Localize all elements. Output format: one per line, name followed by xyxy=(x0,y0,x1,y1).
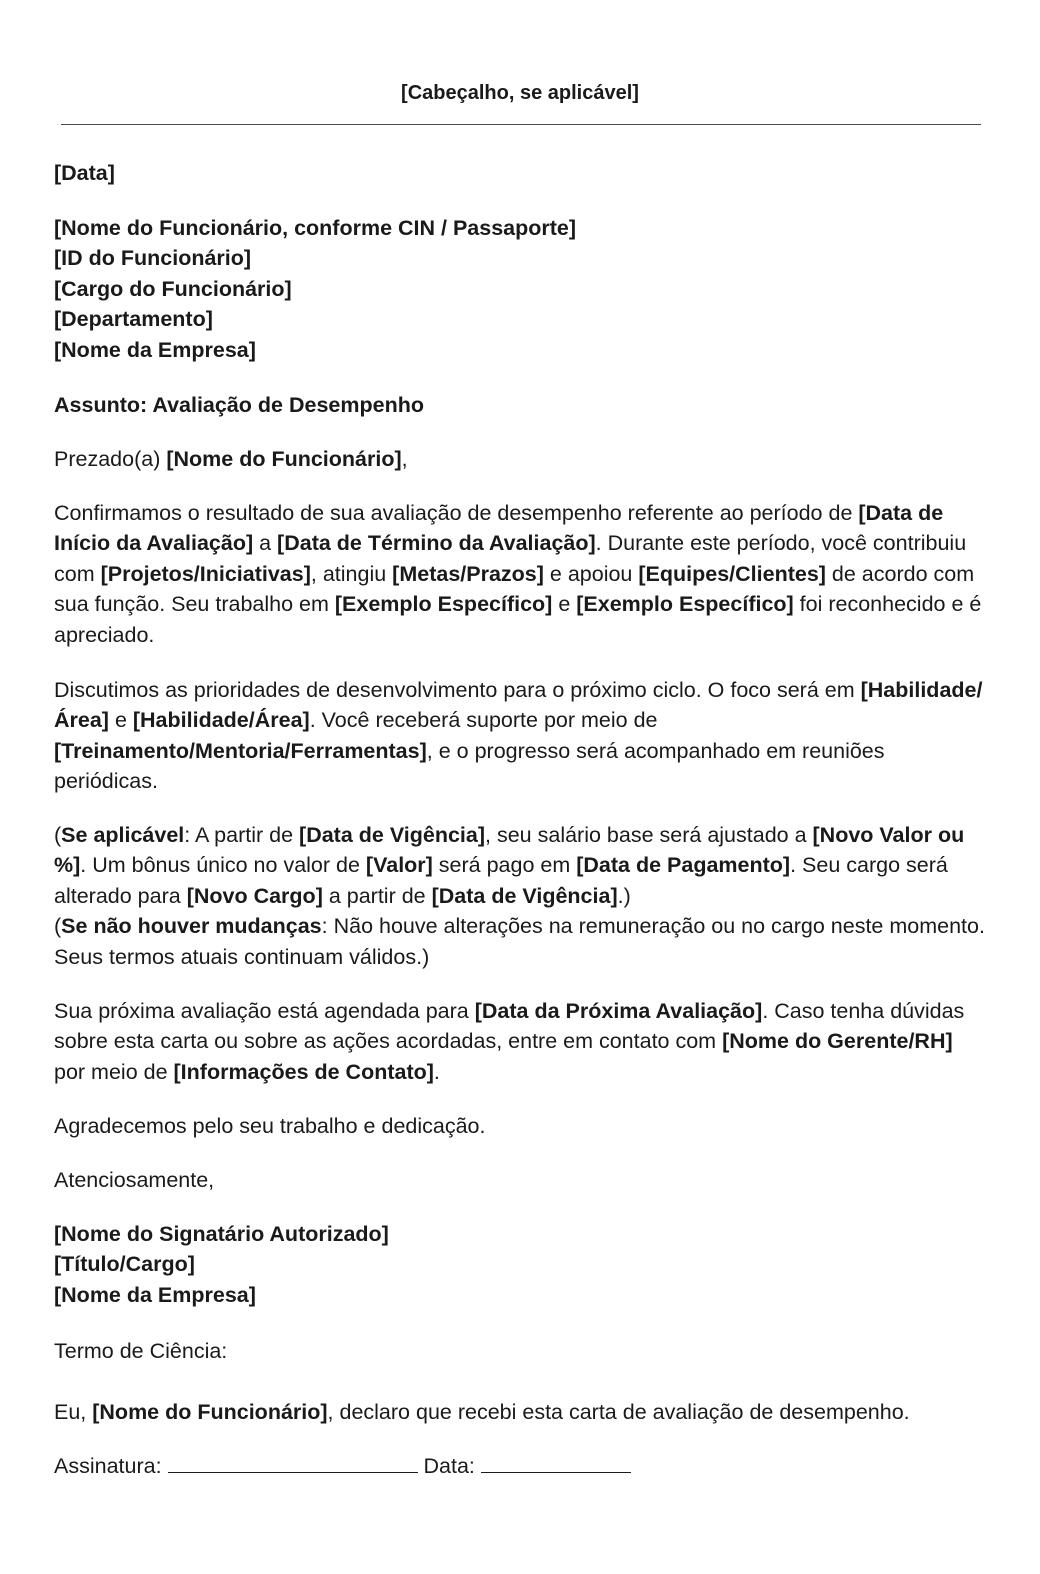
subject-line xyxy=(54,390,989,420)
text: . Durante este período, você contribuiu com xyxy=(54,531,967,586)
placeholder: Se aplicável xyxy=(61,823,185,847)
text: .) xyxy=(617,883,631,908)
placeholder: [Data de Vigência] xyxy=(431,883,618,908)
text: . Você receberá suporte por meio de xyxy=(309,708,658,733)
placeholder: [Projetos/Iniciativas] xyxy=(100,561,311,586)
paragraph-next-review xyxy=(54,996,989,1087)
placeholder: [Data de Pagamento] xyxy=(576,853,791,878)
recipient-role: [Cargo do Funcionário] xyxy=(54,276,292,301)
subject-text: Assunto: Avaliação de Desempenho xyxy=(54,393,424,417)
text: . xyxy=(433,1059,440,1084)
date-field[interactable] xyxy=(481,1451,631,1473)
placeholder: [Novo Valor ou %] xyxy=(54,823,965,878)
text: : Não houve alterações na remuneração ou no cargo neste momento. Seus termos atuais continuam válidos.) xyxy=(54,914,985,969)
signatory-name: [Nome do Signatário Autorizado] xyxy=(54,1222,389,1246)
placeholder: [Informações de Contato] xyxy=(173,1059,434,1084)
text: e xyxy=(108,708,133,733)
paragraph-compensation xyxy=(54,820,989,972)
text: Sua próxima avaliação está agendada para xyxy=(54,999,475,1023)
recipient-block xyxy=(54,213,989,365)
placeholder: [Valor] xyxy=(365,853,433,878)
signature-line xyxy=(54,1451,989,1481)
text: foi reconhecido e é apreciado. xyxy=(54,592,982,647)
text: e xyxy=(552,592,577,617)
text: Discutimos as prioridades de desenvolvimento para o próximo ciclo. O foco será em xyxy=(54,678,861,702)
date-label: Data: xyxy=(417,1454,481,1478)
greeting-prefix: Prezado(a) xyxy=(54,447,167,471)
text: será pago em xyxy=(432,853,577,878)
placeholder: [Nome do Funcionário] xyxy=(92,1400,328,1424)
placeholder: [Metas/Prazos] xyxy=(392,561,544,586)
text: , declaro que recebi esta carta de avaliação de desempenho. xyxy=(327,1400,910,1424)
placeholder: [Exemplo Específico] xyxy=(334,592,553,617)
text: a partir de xyxy=(322,883,432,908)
paragraph-performance xyxy=(54,498,989,650)
placeholder: [Equipes/Clientes] xyxy=(638,561,826,586)
placeholder: [Habilidade/Área] xyxy=(54,678,983,733)
text: de acordo com sua função. Seu trabalho em xyxy=(54,561,975,617)
paragraph-development xyxy=(54,675,989,797)
acknowledgment-statement xyxy=(54,1397,989,1427)
placeholder: [Data de Término da Avaliação] xyxy=(277,531,596,556)
header-divider xyxy=(61,124,981,125)
signatory-title: [Título/Cargo] xyxy=(54,1252,195,1277)
date-line xyxy=(54,158,989,188)
placeholder: [Novo Cargo] xyxy=(186,883,323,908)
placeholder: [Exemplo Específico] xyxy=(576,592,794,617)
recipient-id: [ID do Funcionário] xyxy=(54,246,252,271)
acknowledgment-heading: Termo de Ciência: xyxy=(54,1339,228,1363)
text: a xyxy=(253,531,278,556)
text: Eu, xyxy=(54,1400,93,1424)
text: , seu salário base será ajustado a xyxy=(485,823,813,847)
placeholder: [Nome do Gerente/RH] xyxy=(722,1029,953,1054)
text: . Seu cargo será alterado para xyxy=(54,853,948,908)
text: e apoiou xyxy=(543,561,639,586)
closing-line: Atenciosamente, xyxy=(54,1168,215,1192)
text: : A partir de xyxy=(184,823,300,847)
text: Confirmamos o resultado de sua avaliação de desempenho referente ao período de xyxy=(54,501,859,525)
text: . Caso tenha dúvidas sobre esta carta ou sobre as ações acordadas, entre em contato com xyxy=(54,999,965,1054)
placeholder: [Data de Início da Avaliação] xyxy=(54,501,944,556)
signatory-company: [Nome da Empresa] xyxy=(54,1282,256,1307)
thanks-line: Agradecemos pelo seu trabalho e dedicação. xyxy=(54,1114,486,1138)
text: por meio de xyxy=(54,1059,174,1084)
placeholder: [Habilidade/Área] xyxy=(132,708,310,733)
text: , e o progresso será acompanhado em reuniões periódicas. xyxy=(54,738,885,794)
greeting-name: [Nome do Funcionário] xyxy=(166,447,402,471)
placeholder: Se não houver mudanças xyxy=(61,914,322,939)
placeholder: [Data da Próxima Avaliação] xyxy=(474,999,763,1023)
signature-label: Assinatura: xyxy=(54,1454,168,1478)
placeholder: [Treinamento/Mentoria/Ferramentas] xyxy=(54,738,427,763)
date-placeholder: [Data] xyxy=(54,161,115,185)
text: ( xyxy=(54,914,62,939)
recipient-department: [Departamento] xyxy=(54,307,213,332)
recipient-name: [Nome do Funcionário, conforme CIN / Passaporte] xyxy=(54,216,577,240)
signature-field[interactable] xyxy=(168,1451,418,1473)
text: ( xyxy=(54,823,62,847)
placeholder: [Data de Vigência] xyxy=(299,823,486,847)
greeting-suffix: , xyxy=(401,447,408,471)
text: . Um bônus único no valor de xyxy=(80,853,366,878)
greeting xyxy=(54,444,989,474)
text: , atingiu xyxy=(310,561,393,586)
recipient-company: [Nome da Empresa] xyxy=(54,337,256,362)
signatory-block xyxy=(54,1219,989,1310)
header-title: [Cabeçalho, se aplicável] xyxy=(401,82,639,104)
